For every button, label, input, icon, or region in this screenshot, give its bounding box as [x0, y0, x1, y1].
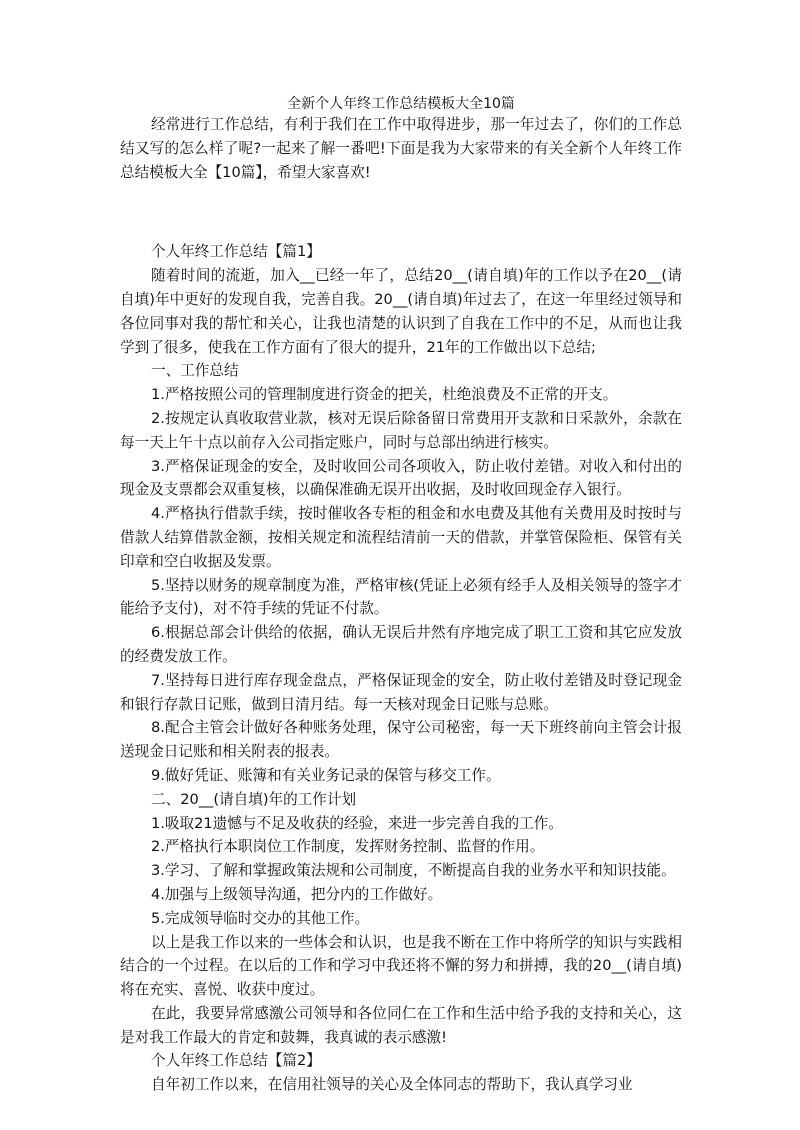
paragraph: 个人年终工作总结【篇1】 [151, 243, 321, 261]
blank-line [120, 200, 682, 224]
document-body [120, 113, 682, 1097]
paragraph: 8.配合主管会计做好各种账务处理，保守公司秘密，每一天下班终前向主管会计报送现金日记账和相关附表的报表。 [120, 719, 682, 761]
paragraph: 2.严格执行本职岗位工作制度，发挥财务控制、监督的作用。 [151, 838, 545, 856]
paragraph: 5.坚持以财务的规章制度为准，严格审核(凭证上必须有经手人及相关领导的签字才能给予支付)，对不符手续的凭证不付款。 [120, 576, 682, 618]
paragraph: 个人年终工作总结【篇2】 [151, 1052, 321, 1070]
paragraph: 3.严格保证现金的安全，及时收回公司各项收入，防止收付差错。对收入和付出的现金及支票都会双重复核，以确保准确无误开出收据，及时收回现金存入银行。 [120, 457, 682, 499]
paragraph: 二、20__(请自填)年的工作计划 [151, 790, 357, 808]
paragraph: 自年初工作以来，在信用社领导的关心及全体同志的帮助下，我认真学习业 [151, 1076, 633, 1094]
paragraph: 4.严格执行借款手续，按时催收各专柜的租金和水电费及其他有关费用及时按时与借款人结算借款金额，按相关规定和流程结清前一天的借款，并掌管保险柜、保管有关印章和空白收据及发票。 [120, 505, 682, 570]
paragraph: 1.吸取21遗憾与不足及收获的经验，来进一步完善自我的工作。 [151, 814, 563, 832]
paragraph: 2.按规定认真收取营业款，核对无误后除备留日常费用开支款和日采款外，余款在每一天上午十点以前存入公司指定账户，同时与总部出纳进行核实。 [120, 409, 682, 451]
paragraph: 随着时间的流逝，加入__已经一年了，总结20__(请自填)年的工作以予在20__(请自填)年中更好的发现自我，完善自我。20__(请自填)年过去了，在这一年里经过领导和各位同事对我的帮忙和关心，让我也清楚的认识到了自我在工作中的不足，从而也让我学到了很多，使我在工作方面有了很大的提升，21年的工作做出以下总结; [120, 267, 682, 356]
paragraph: 9.做好凭证、账簿和有关业务记录的保管与移交工作。 [151, 766, 501, 784]
paragraph: 一、工作总结 [151, 362, 239, 380]
paragraph: 5.完成领导临时交办的其他工作。 [151, 909, 370, 927]
document-title: 全新个人年终工作总结模板大全10篇 [287, 96, 515, 112]
paragraph: 7.坚持每日进行库存现金盘点，严格保证现金的安全，防止收付差错及时登记现金和银行存款日记账，做到日清月结。每一天核对现金日记账与总账。 [120, 671, 682, 713]
paragraph: 在此，我要异常感激公司领导和各位同仁在工作和生活中给予我的支持和关心，这是对我工作最大的肯定和鼓舞，我真诚的表示感激! [120, 1004, 682, 1046]
paragraph: 经常进行工作总结，有利于我们在工作中取得进步，那一年过去了，你们的工作总结又写的怎么样了呢?一起来了解一番吧!下面是我为大家带来的有关全新个人年终工作总结模板大全【10篇】，希望大家喜欢! [120, 116, 682, 181]
paragraph: 3.学习、了解和掌握政策法规和公司制度，不断提高自我的业务水平和知识技能。 [151, 862, 676, 880]
document-page [120, 96, 682, 1097]
paragraph: 以上是我工作以来的一些体会和认识，也是我不断在工作中将所学的知识与实践相结合的一个过程。在以后的工作和学习中我还将不懈的努力和拼搏，我的20__(请自填)将在充实、喜悦、收获中度过。 [120, 933, 682, 999]
paragraph: 1.严格按照公司的管理制度进行资金的把关，杜绝浪费及不正常的开支。 [151, 386, 618, 404]
paragraph: 4.加强与上级领导沟通，把分内的工作做好。 [151, 885, 443, 903]
paragraph: 6.根据总部会计供给的依据，确认无误后井然有序地完成了职工工资和其它应发放的经费发放工作。 [120, 624, 682, 665]
